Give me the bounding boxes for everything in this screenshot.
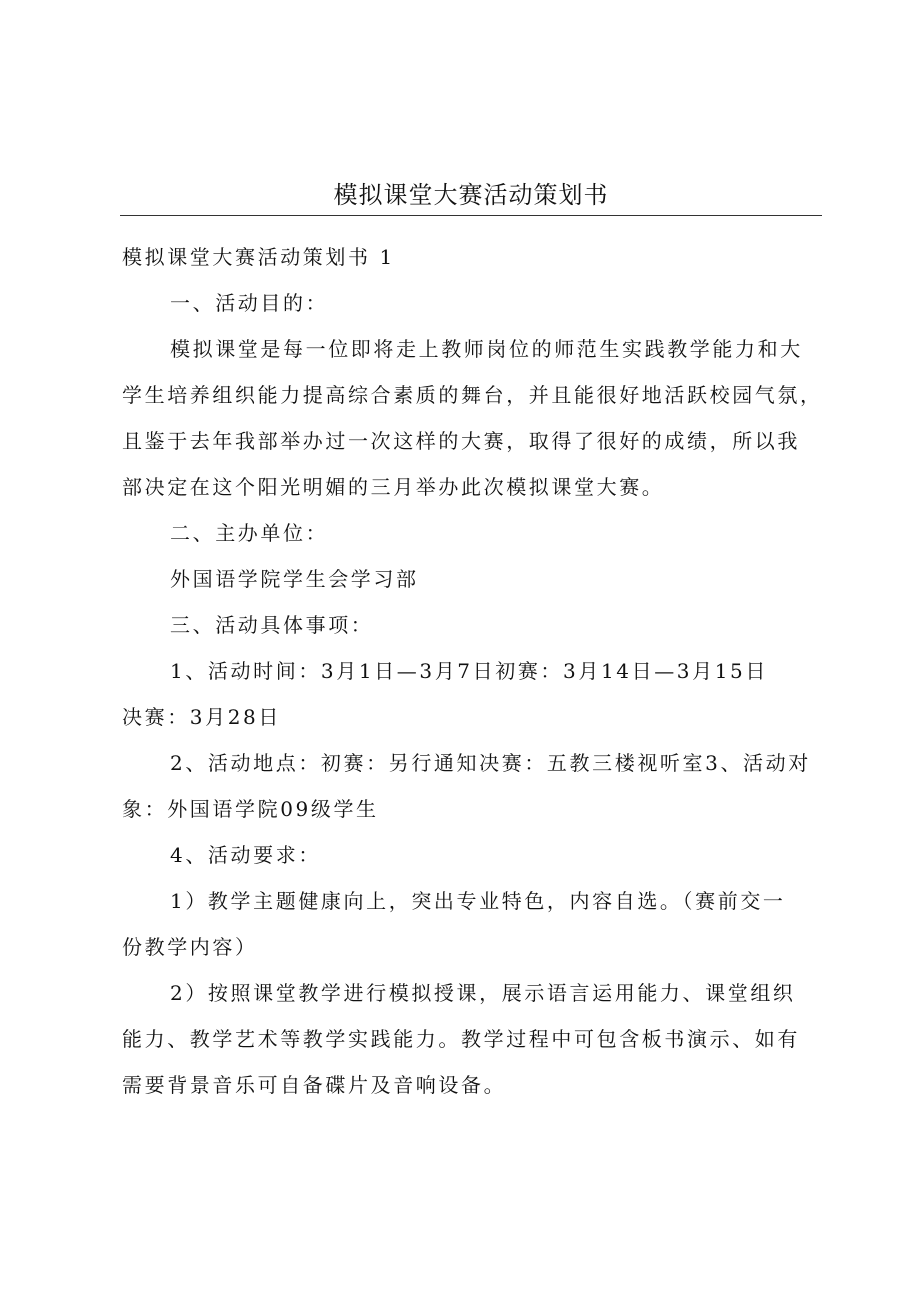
purpose-text-line-3: 且鉴于去年我部举办过一次这样的大赛，取得了很好的成绩，所以我 (122, 429, 800, 453)
document-body (122, 234, 822, 1108)
requirement-2-line-2: 能力、教学艺术等教学实践能力。教学过程中可包含板书演示、如有 (122, 1027, 800, 1051)
purpose-heading: 一、活动目的： (170, 291, 329, 315)
section-heading: 模拟课堂大赛活动策划书 1 (122, 245, 395, 269)
organizer-text: 外国语学院学生会学习部 (170, 567, 419, 591)
purpose-text-line-4: 部决定在这个阳光明媚的三月举办此次模拟课堂大赛。 (122, 475, 665, 499)
activity-location-line-1: 2、活动地点：初赛：另行通知决赛：五教三楼视听室3、活动对 (170, 751, 811, 775)
activity-location-line-2: 象：外国语学院09级学生 (122, 797, 379, 821)
requirement-2-line-3: 需要背景音乐可自备碟片及音响设备。 (122, 1073, 507, 1097)
requirement-1-line-1: 1）教学主题健康向上，突出专业特色，内容自选。（赛前交一 (170, 889, 786, 913)
purpose-text-line-1: 模拟课堂是每一位即将走上教师岗位的师范生实践教学能力和大 (170, 337, 803, 361)
requirement-1-line-2: 份教学内容） (122, 935, 258, 959)
activity-time-line-2: 决赛：3月28日 (122, 705, 281, 729)
requirement-2-line-1: 2）按照课堂教学进行模拟授课，展示语言运用能力、课堂组织 (170, 981, 796, 1005)
title-underline (120, 215, 822, 216)
details-heading: 三、活动具体事项： (170, 613, 374, 637)
activity-time-line-1: 1、活动时间：3月1日—3月7日初赛：3月14日—3月15日 (170, 659, 768, 683)
purpose-text-line-2: 学生培养组织能力提高综合素质的舞台，并且能很好地活跃校园气氛， (122, 383, 823, 407)
requirements-heading: 4、活动要求： (170, 843, 321, 867)
organizer-heading: 二、主办单位： (170, 521, 329, 545)
document-title: 模拟课堂大赛活动策划书 (333, 181, 609, 209)
